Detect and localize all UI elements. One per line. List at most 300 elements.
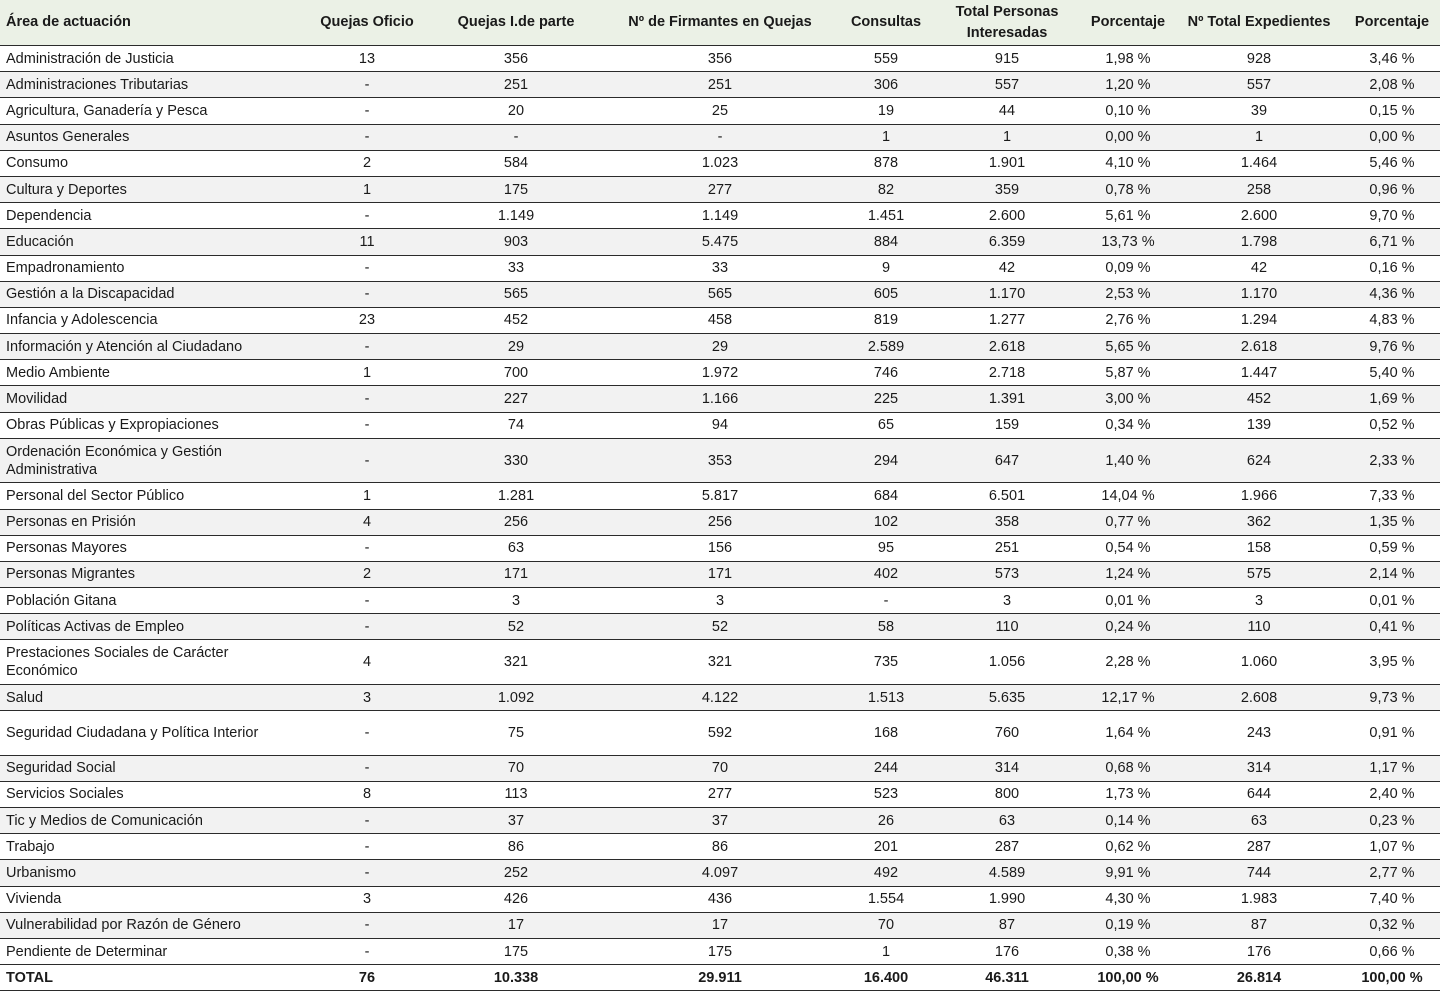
value-cell: 0,77 % xyxy=(1082,509,1174,535)
value-cell: 110 xyxy=(1174,614,1344,640)
value-cell: 321 xyxy=(600,640,840,685)
value-cell: 0,52 % xyxy=(1344,412,1440,438)
value-cell: 584 xyxy=(432,150,600,176)
value-cell: 1.166 xyxy=(600,386,840,412)
value-cell: - xyxy=(432,124,600,150)
value-cell: 0,62 % xyxy=(1082,834,1174,860)
value-cell: 575 xyxy=(1174,561,1344,587)
value-cell: 14,04 % xyxy=(1082,483,1174,509)
value-cell: 1.060 xyxy=(1174,640,1344,685)
table-row xyxy=(0,860,1440,886)
value-cell: 557 xyxy=(1174,72,1344,98)
value-cell: 26 xyxy=(840,808,932,834)
value-cell: 102 xyxy=(840,509,932,535)
value-cell: 23 xyxy=(302,307,432,333)
value-cell: 29 xyxy=(432,334,600,360)
value-cell: 256 xyxy=(432,509,600,535)
value-cell: 3 xyxy=(932,588,1082,614)
value-cell: 251 xyxy=(600,72,840,98)
table-row xyxy=(0,334,1440,360)
value-cell: 4.589 xyxy=(932,860,1082,886)
value-cell: - xyxy=(302,98,432,124)
value-cell: 1.554 xyxy=(840,886,932,912)
total-cell: 10.338 xyxy=(432,965,600,991)
value-cell: 52 xyxy=(600,614,840,640)
area-cell: Administraciones Tributarias xyxy=(0,72,302,98)
value-cell: 819 xyxy=(840,307,932,333)
value-cell: 1.447 xyxy=(1174,360,1344,386)
value-cell: 353 xyxy=(600,438,840,483)
value-cell: 1.983 xyxy=(1174,886,1344,912)
value-cell: 0,32 % xyxy=(1344,912,1440,938)
value-cell: 800 xyxy=(932,781,1082,807)
value-cell: 4,83 % xyxy=(1344,307,1440,333)
table-row xyxy=(0,711,1440,756)
value-cell: - xyxy=(840,588,932,614)
value-cell: 2,53 % xyxy=(1082,281,1174,307)
value-cell: 171 xyxy=(432,561,600,587)
value-cell: 2,33 % xyxy=(1344,438,1440,483)
value-cell: 1,20 % xyxy=(1082,72,1174,98)
value-cell: 436 xyxy=(600,886,840,912)
value-cell: 0,24 % xyxy=(1082,614,1174,640)
value-cell: 5,65 % xyxy=(1082,334,1174,360)
value-cell: 492 xyxy=(840,860,932,886)
value-cell: 624 xyxy=(1174,438,1344,483)
value-cell: 294 xyxy=(840,438,932,483)
value-cell: - xyxy=(302,72,432,98)
value-cell: 2.618 xyxy=(932,334,1082,360)
value-cell: 1,98 % xyxy=(1082,46,1174,72)
value-cell: 2,14 % xyxy=(1344,561,1440,587)
value-cell: 359 xyxy=(932,176,1082,202)
value-cell: 1 xyxy=(302,360,432,386)
column-header: Nº Total Expedientes xyxy=(1174,0,1344,46)
value-cell: 744 xyxy=(1174,860,1344,886)
value-cell: 915 xyxy=(932,46,1082,72)
value-cell: - xyxy=(302,860,432,886)
value-cell: 6,71 % xyxy=(1344,229,1440,255)
table-row xyxy=(0,255,1440,281)
value-cell: 4 xyxy=(302,509,432,535)
value-cell: 0,01 % xyxy=(1082,588,1174,614)
value-cell: 158 xyxy=(1174,535,1344,561)
value-cell: - xyxy=(302,438,432,483)
value-cell: 1 xyxy=(302,483,432,509)
value-cell: 2,76 % xyxy=(1082,307,1174,333)
value-cell: 0,68 % xyxy=(1082,755,1174,781)
value-cell: 4.122 xyxy=(600,684,840,710)
value-cell: 94 xyxy=(600,412,840,438)
area-cell: Seguridad Ciudadana y Política Interior xyxy=(0,711,302,756)
value-cell: 523 xyxy=(840,781,932,807)
value-cell: 1,07 % xyxy=(1344,834,1440,860)
value-cell: 5,61 % xyxy=(1082,203,1174,229)
total-cell: TOTAL xyxy=(0,965,302,991)
value-cell: 225 xyxy=(840,386,932,412)
value-cell: 3 xyxy=(600,588,840,614)
table-row xyxy=(0,684,1440,710)
table-row xyxy=(0,307,1440,333)
value-cell: 256 xyxy=(600,509,840,535)
value-cell: 3 xyxy=(432,588,600,614)
total-cell: 26.814 xyxy=(1174,965,1344,991)
area-cell: Salud xyxy=(0,684,302,710)
table-row xyxy=(0,150,1440,176)
value-cell: 87 xyxy=(1174,912,1344,938)
value-cell: 17 xyxy=(432,912,600,938)
value-cell: 243 xyxy=(1174,711,1344,756)
table-row xyxy=(0,483,1440,509)
value-cell: 110 xyxy=(932,614,1082,640)
value-cell: - xyxy=(302,412,432,438)
area-cell: Vulnerabilidad por Razón de Género xyxy=(0,912,302,938)
value-cell: 3,95 % xyxy=(1344,640,1440,685)
value-cell: - xyxy=(302,755,432,781)
area-cell: Cultura y Deportes xyxy=(0,176,302,202)
value-cell: 559 xyxy=(840,46,932,72)
total-row xyxy=(0,965,1440,991)
value-cell: 1.149 xyxy=(600,203,840,229)
value-cell: 87 xyxy=(932,912,1082,938)
value-cell: 0,59 % xyxy=(1344,535,1440,561)
value-cell: 2.600 xyxy=(1174,203,1344,229)
value-cell: 928 xyxy=(1174,46,1344,72)
table-row xyxy=(0,438,1440,483)
value-cell: 82 xyxy=(840,176,932,202)
value-cell: 884 xyxy=(840,229,932,255)
value-cell: - xyxy=(302,386,432,412)
value-cell: 3,46 % xyxy=(1344,46,1440,72)
value-cell: 17 xyxy=(600,912,840,938)
total-cell: 16.400 xyxy=(840,965,932,991)
value-cell: 227 xyxy=(432,386,600,412)
value-cell: 3 xyxy=(1174,588,1344,614)
value-cell: 0,00 % xyxy=(1344,124,1440,150)
value-cell: 9,76 % xyxy=(1344,334,1440,360)
value-cell: 2.600 xyxy=(932,203,1082,229)
value-cell: 1 xyxy=(1174,124,1344,150)
value-cell: 1.464 xyxy=(1174,150,1344,176)
value-cell: 0,91 % xyxy=(1344,711,1440,756)
table-row xyxy=(0,229,1440,255)
column-header: Porcentaje xyxy=(1082,0,1174,46)
column-header: Quejas I.de parte xyxy=(432,0,600,46)
value-cell: 58 xyxy=(840,614,932,640)
table-row xyxy=(0,176,1440,202)
value-cell: 175 xyxy=(600,938,840,964)
value-cell: 4 xyxy=(302,640,432,685)
value-cell: 356 xyxy=(600,46,840,72)
value-cell: - xyxy=(302,711,432,756)
value-cell: 1 xyxy=(932,124,1082,150)
value-cell: 0,15 % xyxy=(1344,98,1440,124)
area-cell: Información y Atención al Ciudadano xyxy=(0,334,302,360)
table-row xyxy=(0,886,1440,912)
value-cell: 573 xyxy=(932,561,1082,587)
value-cell: 2,08 % xyxy=(1344,72,1440,98)
value-cell: 277 xyxy=(600,176,840,202)
area-cell: Medio Ambiente xyxy=(0,360,302,386)
value-cell: 1,64 % xyxy=(1082,711,1174,756)
value-cell: 1.092 xyxy=(432,684,600,710)
value-cell: 314 xyxy=(1174,755,1344,781)
value-cell: 0,14 % xyxy=(1082,808,1174,834)
value-cell: - xyxy=(302,281,432,307)
value-cell: 1.990 xyxy=(932,886,1082,912)
value-cell: 0,78 % xyxy=(1082,176,1174,202)
value-cell: 44 xyxy=(932,98,1082,124)
table-row xyxy=(0,588,1440,614)
value-cell: 2,40 % xyxy=(1344,781,1440,807)
value-cell: 74 xyxy=(432,412,600,438)
table-row xyxy=(0,561,1440,587)
value-cell: 5,87 % xyxy=(1082,360,1174,386)
area-cell: Empadronamiento xyxy=(0,255,302,281)
value-cell: 9,91 % xyxy=(1082,860,1174,886)
value-cell: 1.901 xyxy=(932,150,1082,176)
value-cell: 0,66 % xyxy=(1344,938,1440,964)
value-cell: 159 xyxy=(932,412,1082,438)
column-header: Nº de Firmantes en Quejas xyxy=(600,0,840,46)
value-cell: 1.972 xyxy=(600,360,840,386)
value-cell: 0,19 % xyxy=(1082,912,1174,938)
value-cell: 0,23 % xyxy=(1344,808,1440,834)
area-cell: Seguridad Social xyxy=(0,755,302,781)
table-row xyxy=(0,535,1440,561)
value-cell: 426 xyxy=(432,886,600,912)
value-cell: 86 xyxy=(600,834,840,860)
value-cell: 6.359 xyxy=(932,229,1082,255)
area-cell: Dependencia xyxy=(0,203,302,229)
value-cell: 287 xyxy=(932,834,1082,860)
value-cell: 1.023 xyxy=(600,150,840,176)
value-cell: 42 xyxy=(1174,255,1344,281)
value-cell: 1.277 xyxy=(932,307,1082,333)
value-cell: 63 xyxy=(1174,808,1344,834)
value-cell: 9,73 % xyxy=(1344,684,1440,710)
value-cell: 9 xyxy=(840,255,932,281)
value-cell: 1,69 % xyxy=(1344,386,1440,412)
value-cell: 258 xyxy=(1174,176,1344,202)
value-cell: 557 xyxy=(932,72,1082,98)
value-cell: 0,10 % xyxy=(1082,98,1174,124)
value-cell: 565 xyxy=(600,281,840,307)
value-cell: 95 xyxy=(840,535,932,561)
value-cell: 7,33 % xyxy=(1344,483,1440,509)
total-cell: 100,00 % xyxy=(1082,965,1174,991)
value-cell: 1.170 xyxy=(1174,281,1344,307)
area-cell: Población Gitana xyxy=(0,588,302,614)
value-cell: 565 xyxy=(432,281,600,307)
value-cell: 2.589 xyxy=(840,334,932,360)
value-cell: 3 xyxy=(302,684,432,710)
area-cell: Gestión a la Discapacidad xyxy=(0,281,302,307)
table-row xyxy=(0,360,1440,386)
value-cell: 878 xyxy=(840,150,932,176)
value-cell: - xyxy=(302,588,432,614)
value-cell: 452 xyxy=(432,307,600,333)
column-header: Porcentaje xyxy=(1344,0,1440,46)
table-body xyxy=(0,46,1440,965)
value-cell: 1,35 % xyxy=(1344,509,1440,535)
value-cell: 52 xyxy=(432,614,600,640)
value-cell: 3,00 % xyxy=(1082,386,1174,412)
table-row xyxy=(0,124,1440,150)
total-cell: 29.911 xyxy=(600,965,840,991)
value-cell: - xyxy=(302,834,432,860)
value-cell: 746 xyxy=(840,360,932,386)
area-cell: Movilidad xyxy=(0,386,302,412)
table-row xyxy=(0,386,1440,412)
value-cell: 1,40 % xyxy=(1082,438,1174,483)
area-cell: Consumo xyxy=(0,150,302,176)
area-cell: Políticas Activas de Empleo xyxy=(0,614,302,640)
value-cell: 39 xyxy=(1174,98,1344,124)
value-cell: 19 xyxy=(840,98,932,124)
value-cell: 156 xyxy=(600,535,840,561)
value-cell: 13 xyxy=(302,46,432,72)
value-cell: 4,36 % xyxy=(1344,281,1440,307)
value-cell: 4,30 % xyxy=(1082,886,1174,912)
value-cell: 592 xyxy=(600,711,840,756)
value-cell: 5.635 xyxy=(932,684,1082,710)
value-cell: 684 xyxy=(840,483,932,509)
value-cell: 12,17 % xyxy=(1082,684,1174,710)
value-cell: 251 xyxy=(432,72,600,98)
value-cell: 25 xyxy=(600,98,840,124)
value-cell: 5,40 % xyxy=(1344,360,1440,386)
value-cell: 760 xyxy=(932,711,1082,756)
value-cell: 2 xyxy=(302,561,432,587)
value-cell: 1.451 xyxy=(840,203,932,229)
value-cell: 33 xyxy=(432,255,600,281)
value-cell: 2,77 % xyxy=(1344,860,1440,886)
value-cell: 5.817 xyxy=(600,483,840,509)
value-cell: 9,70 % xyxy=(1344,203,1440,229)
table-row xyxy=(0,203,1440,229)
value-cell: - xyxy=(302,334,432,360)
area-cell: Administración de Justicia xyxy=(0,46,302,72)
value-cell: 63 xyxy=(932,808,1082,834)
value-cell: 1.513 xyxy=(840,684,932,710)
column-header: Quejas Oficio xyxy=(302,0,432,46)
value-cell: - xyxy=(302,808,432,834)
value-cell: - xyxy=(302,203,432,229)
table-row xyxy=(0,614,1440,640)
value-cell: 0,96 % xyxy=(1344,176,1440,202)
value-cell: 251 xyxy=(932,535,1082,561)
value-cell: 7,40 % xyxy=(1344,886,1440,912)
value-cell: 5.475 xyxy=(600,229,840,255)
value-cell: 6.501 xyxy=(932,483,1082,509)
value-cell: 1.056 xyxy=(932,640,1082,685)
area-cell: Servicios Sociales xyxy=(0,781,302,807)
value-cell: 252 xyxy=(432,860,600,886)
total-cell: 76 xyxy=(302,965,432,991)
value-cell: 1.149 xyxy=(432,203,600,229)
value-cell: 0,41 % xyxy=(1344,614,1440,640)
area-cell: Urbanismo xyxy=(0,860,302,886)
column-header: Consultas xyxy=(840,0,932,46)
area-cell: Asuntos Generales xyxy=(0,124,302,150)
value-cell: - xyxy=(302,938,432,964)
value-cell: 1.391 xyxy=(932,386,1082,412)
value-cell: 70 xyxy=(432,755,600,781)
value-cell: 1 xyxy=(840,124,932,150)
value-cell: 3 xyxy=(302,886,432,912)
value-cell: 452 xyxy=(1174,386,1344,412)
value-cell: - xyxy=(302,124,432,150)
value-cell: 0,34 % xyxy=(1082,412,1174,438)
value-cell: 1.281 xyxy=(432,483,600,509)
value-cell: 402 xyxy=(840,561,932,587)
value-cell: 75 xyxy=(432,711,600,756)
table-row xyxy=(0,938,1440,964)
value-cell: 287 xyxy=(1174,834,1344,860)
value-cell: 0,09 % xyxy=(1082,255,1174,281)
value-cell: 306 xyxy=(840,72,932,98)
value-cell: - xyxy=(302,255,432,281)
total-cell: 100,00 % xyxy=(1344,965,1440,991)
area-cell: Pendiente de Determinar xyxy=(0,938,302,964)
value-cell: 1.170 xyxy=(932,281,1082,307)
column-header: Área de actuación xyxy=(0,0,302,46)
value-cell: 1.966 xyxy=(1174,483,1344,509)
table-row xyxy=(0,281,1440,307)
value-cell: 358 xyxy=(932,509,1082,535)
value-cell: 176 xyxy=(932,938,1082,964)
area-cell: Trabajo xyxy=(0,834,302,860)
value-cell: 8 xyxy=(302,781,432,807)
value-cell: 2.608 xyxy=(1174,684,1344,710)
area-cell: Vivienda xyxy=(0,886,302,912)
value-cell: 42 xyxy=(932,255,1082,281)
table-row xyxy=(0,46,1440,72)
value-cell: 175 xyxy=(432,938,600,964)
area-cell: Tic y Medios de Comunicación xyxy=(0,808,302,834)
value-cell: 2 xyxy=(302,150,432,176)
value-cell: 33 xyxy=(600,255,840,281)
table-row xyxy=(0,834,1440,860)
column-header: Total Personas Interesadas xyxy=(932,0,1082,46)
area-cell: Educación xyxy=(0,229,302,255)
value-cell: 37 xyxy=(600,808,840,834)
value-cell: 63 xyxy=(432,535,600,561)
value-cell: 735 xyxy=(840,640,932,685)
value-cell: 171 xyxy=(600,561,840,587)
table-row xyxy=(0,412,1440,438)
value-cell: 168 xyxy=(840,711,932,756)
value-cell: 1.294 xyxy=(1174,307,1344,333)
table-row xyxy=(0,509,1440,535)
value-cell: 175 xyxy=(432,176,600,202)
value-cell: 70 xyxy=(600,755,840,781)
value-cell: 903 xyxy=(432,229,600,255)
value-cell: 244 xyxy=(840,755,932,781)
value-cell: 1 xyxy=(840,938,932,964)
value-cell: 2,28 % xyxy=(1082,640,1174,685)
value-cell: 330 xyxy=(432,438,600,483)
value-cell: 0,00 % xyxy=(1082,124,1174,150)
value-cell: 65 xyxy=(840,412,932,438)
value-cell: 644 xyxy=(1174,781,1344,807)
value-cell: 362 xyxy=(1174,509,1344,535)
value-cell: 20 xyxy=(432,98,600,124)
area-cell: Infancia y Adolescencia xyxy=(0,307,302,333)
value-cell: 356 xyxy=(432,46,600,72)
table-row xyxy=(0,640,1440,685)
